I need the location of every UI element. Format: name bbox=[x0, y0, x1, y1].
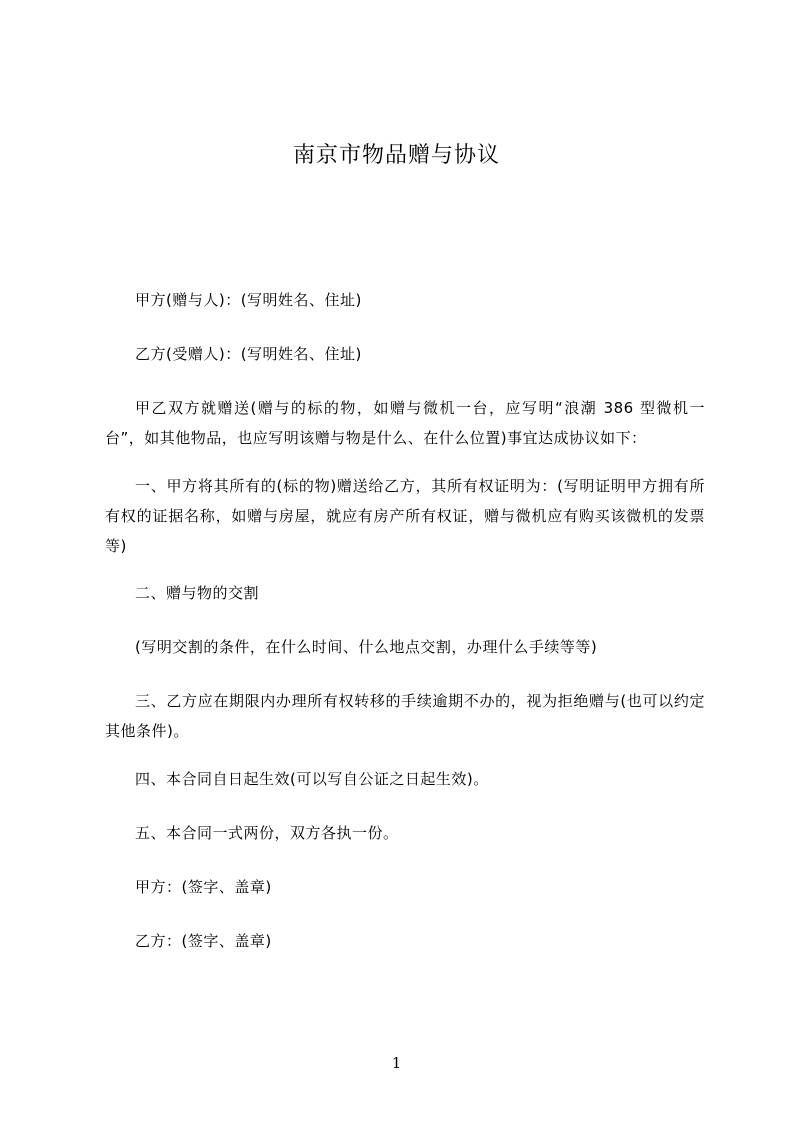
intro-paragraph: 甲乙双方就赠送(赠与的标的物，如赠与微机一台，应写明“浪潮 386 型微机一台”，如其他物品，也应写明该赠与物是什么、在什么位置)事宜达成协议如下： bbox=[105, 399, 705, 447]
clause-5: 五、本合同一式两份，双方各执一份。 bbox=[135, 824, 399, 842]
page-number: 1 bbox=[391, 1054, 402, 1072]
clause-2-heading: 二、赠与物的交割 bbox=[135, 584, 260, 602]
clause-4: 四、本合同自日起生效(可以写自公证之日起生效)。 bbox=[135, 770, 489, 788]
document-title: 南京市物品赠与协议 bbox=[292, 143, 500, 168]
clause-3: 三、乙方应在期限内办理所有权转移的手续逾期不办的，视为拒绝赠与(也可以约定其他条件)。 bbox=[105, 692, 705, 740]
party-a-line: 甲方(赠与人)：(写明姓名、住址) bbox=[135, 291, 362, 309]
party-b-line: 乙方(受赠人)：(写明姓名、住址) bbox=[135, 345, 362, 363]
party-b-signature: 乙方：(签字、盖章) bbox=[135, 932, 272, 950]
party-a-signature: 甲方：(签字、盖章) bbox=[135, 878, 272, 896]
clause-2-detail: (写明交割的条件，在什么时间、什么地点交割，办理什么手续等等) bbox=[135, 638, 598, 656]
clause-1: 一、甲方将其所有的(标的物)赠送给乙方，其所有权证明为：(写明证明甲方拥有所有权的证据名称，如赠与房屋，就应有房产所有权证，赠与微机应有购买该微机的发票等) bbox=[105, 477, 705, 555]
